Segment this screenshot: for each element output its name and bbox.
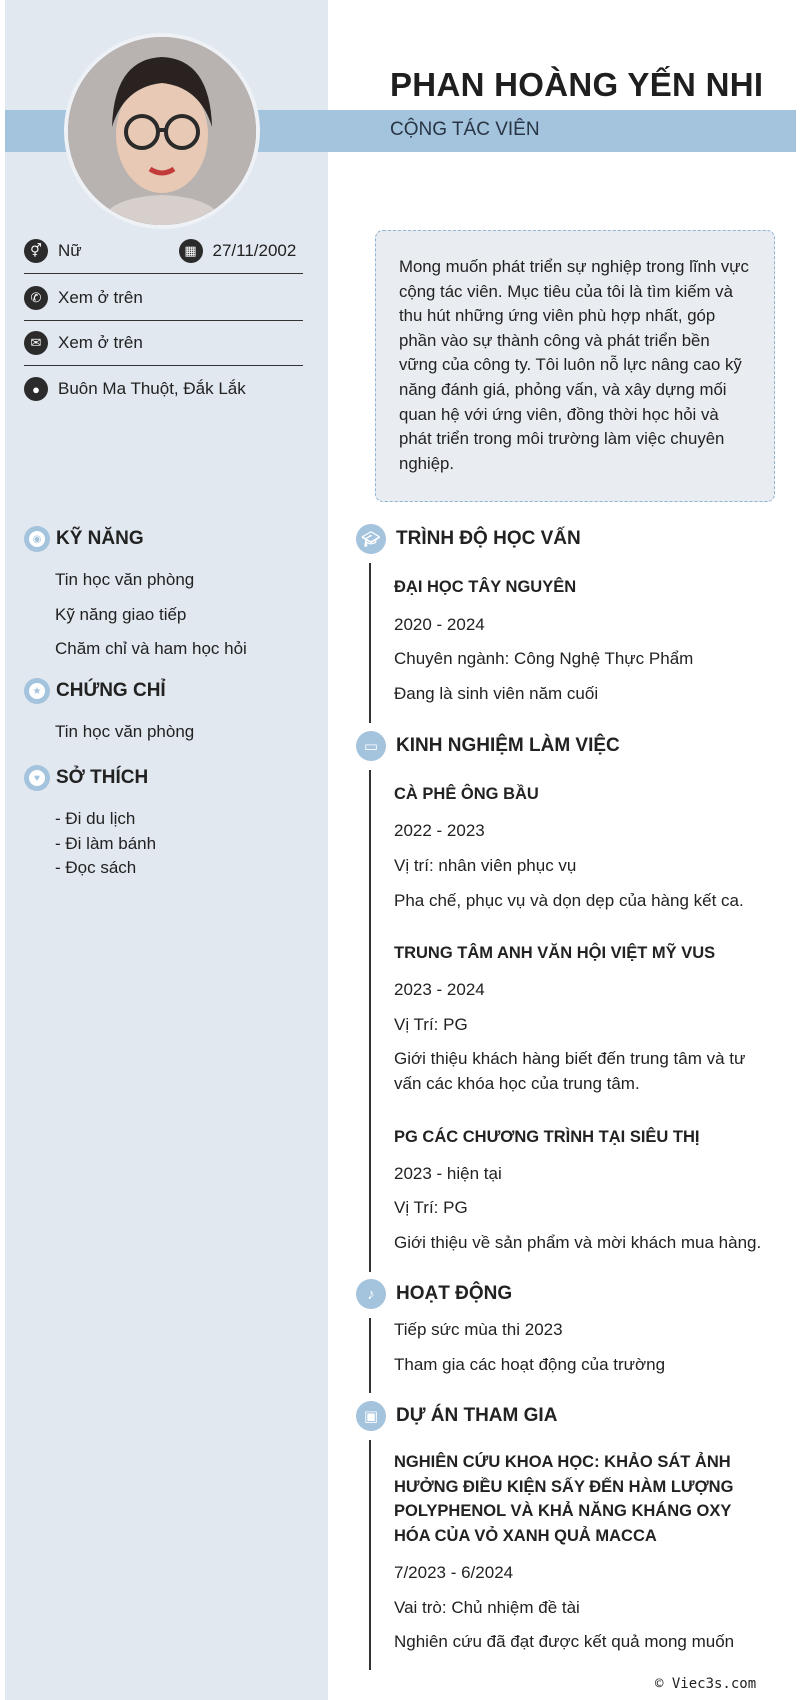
job-period: 2022 - 2023 [394, 821, 485, 840]
hobbies-heading [24, 765, 148, 791]
projects-heading [356, 1401, 557, 1431]
skill-item: Tin học văn phòng [55, 570, 195, 589]
skills-title: KỸ NĂNG [56, 528, 144, 549]
skills-list [55, 563, 247, 667]
gender-birthday-row [24, 228, 303, 274]
hobby-item: - Đi du lịch [55, 809, 136, 828]
graduation-cap-icon: 🎓︎ [356, 524, 386, 554]
education-heading [356, 524, 581, 554]
phone-icon: ✆ [24, 286, 48, 310]
phone-row [24, 275, 303, 321]
calendar-icon: ▦ [179, 239, 203, 263]
education-timeline-line [369, 563, 371, 723]
activities-heading [356, 1279, 512, 1309]
email-value: Xem ở trên [58, 332, 143, 352]
avatar [64, 33, 260, 229]
skills-heading [24, 526, 144, 552]
project-period: 7/2023 - 6/2024 [394, 1563, 514, 1582]
address-row [24, 366, 303, 412]
birthday-item [164, 239, 304, 263]
certificates-list [55, 715, 194, 750]
education-period: 2020 - 2024 [394, 615, 485, 634]
skill-item: Chăm chỉ và ham học hỏi [55, 639, 247, 658]
job-role: Vị trí: nhân viên phục vụ [394, 856, 577, 875]
career-objective: Mong muốn phát triển sự nghiệp trong lĩnh vực cộng tác viên. Mục tiêu của tôi là tìm kiếm và thu hút những ứng viên phù hợp nhất, góp phần vào sự thành công và phát triển bền vững của công ty. Tôi luôn nỗ lực nâng cao kỹ năng đánh giá, phỏng vấn, và xây dựng mối quan hệ với ứng viên, đồng thời học hỏi và phát triển trong môi trường làm việc chuyên nghiệp. [375, 230, 775, 502]
certificates-heading [24, 678, 166, 704]
address-value: Buôn Ma Thuột, Đắk Lắk [58, 379, 246, 398]
projects-title: DỰ ÁN THAM GIA [396, 1405, 558, 1426]
hobbies-list [55, 807, 156, 881]
position-title: CỘNG TÁC VIÊN [390, 119, 540, 140]
education-title: TRÌNH ĐỘ HỌC VẤN [396, 528, 581, 549]
skill-item: Kỹ năng giao tiếp [55, 604, 187, 624]
experience-timeline-line [369, 770, 371, 1272]
education-note: Đang là sinh viên năm cuối [394, 684, 599, 703]
email-icon: ✉ [24, 331, 48, 355]
birthday-value: 27/11/2002 [212, 240, 297, 260]
gender-item [24, 239, 164, 263]
footer-credit: © Viec3s.com [655, 1676, 757, 1692]
gender-value: Nữ [58, 240, 82, 260]
job-period: 2023 - hiện tại [394, 1164, 502, 1183]
activity-item: Tiếp sức mùa thi 2023 [394, 1320, 563, 1339]
job-company: TRUNG TÂM ANH VĂN HỘI VIỆT MỸ VUS [394, 944, 716, 962]
project-name: NGHIÊN CỨU KHOA HỌC: KHẢO SÁT ẢNH HƯỞNG ĐIỀU KIỆN SẤY ĐẾN HÀM LƯỢNG POLYPHENOL VÀ KHẢ NĂNG KHÁNG OXY HÓA CỦA VỎ XANH QUẢ MACCA [394, 1453, 734, 1545]
hobby-item: - Đi làm bánh [55, 833, 157, 853]
activity-item: Tham gia các hoạt động của trường [394, 1355, 666, 1374]
location-icon: ● [24, 377, 48, 401]
job-company: PG CÁC CHƯƠNG TRÌNH TẠI SIÊU THỊ [394, 1128, 700, 1146]
email-row [24, 320, 303, 366]
education-school: ĐẠI HỌC TÂY NGUYÊN [394, 578, 577, 596]
experience-heading [356, 731, 620, 761]
heart-icon: ♥ [24, 765, 50, 791]
project-result: Nghiên cứu đã đạt được kết quả mong muốn [394, 1632, 735, 1651]
activities-timeline-line [369, 1318, 371, 1393]
job-description: Pha chế, phục vụ và dọn dẹp của hàng kết ca. [394, 891, 744, 910]
target-icon: ◉ [24, 526, 50, 552]
education-major: Chuyên ngành: Công Nghệ Thực Phẩm [394, 649, 694, 668]
certificates-title: CHỨNG CHỈ [56, 680, 166, 701]
hobby-item: - Đọc sách [55, 858, 137, 877]
project-role: Vai trò: Chủ nhiệm đề tài [394, 1598, 580, 1617]
hobbies-title: SỞ THÍCH [56, 767, 149, 788]
award-icon: ★ [24, 678, 50, 704]
gender-icon: ⚥ [24, 239, 48, 263]
activities-title: HOẠT ĐỘNG [396, 1283, 513, 1304]
job-role: Vị Trí: PG [394, 1015, 468, 1034]
projects-timeline-line [369, 1440, 371, 1670]
monitor-icon: ▣ [356, 1401, 386, 1431]
phone-value: Xem ở trên [58, 287, 143, 307]
job-period: 2023 - 2024 [394, 980, 485, 999]
job-description: Giới thiệu khách hàng biết đến trung tâm và tư vấn các khóa học của trung tâm. [394, 1049, 746, 1093]
briefcase-icon: ▭ [356, 731, 386, 761]
job-company: CÀ PHÊ ÔNG BẦU [394, 785, 539, 803]
job-role: Vị Trí: PG [394, 1198, 468, 1217]
certificate-item: Tin học văn phòng [55, 722, 195, 741]
experience-title: KINH NGHIỆM LÀM VIỆC [396, 735, 620, 756]
job-description: Giới thiệu về sản phẩm và mời khách mua hàng. [394, 1233, 762, 1252]
candidate-name: PHAN HOÀNG YẾN NHI [390, 66, 764, 103]
bell-icon: ♪ [356, 1279, 386, 1309]
